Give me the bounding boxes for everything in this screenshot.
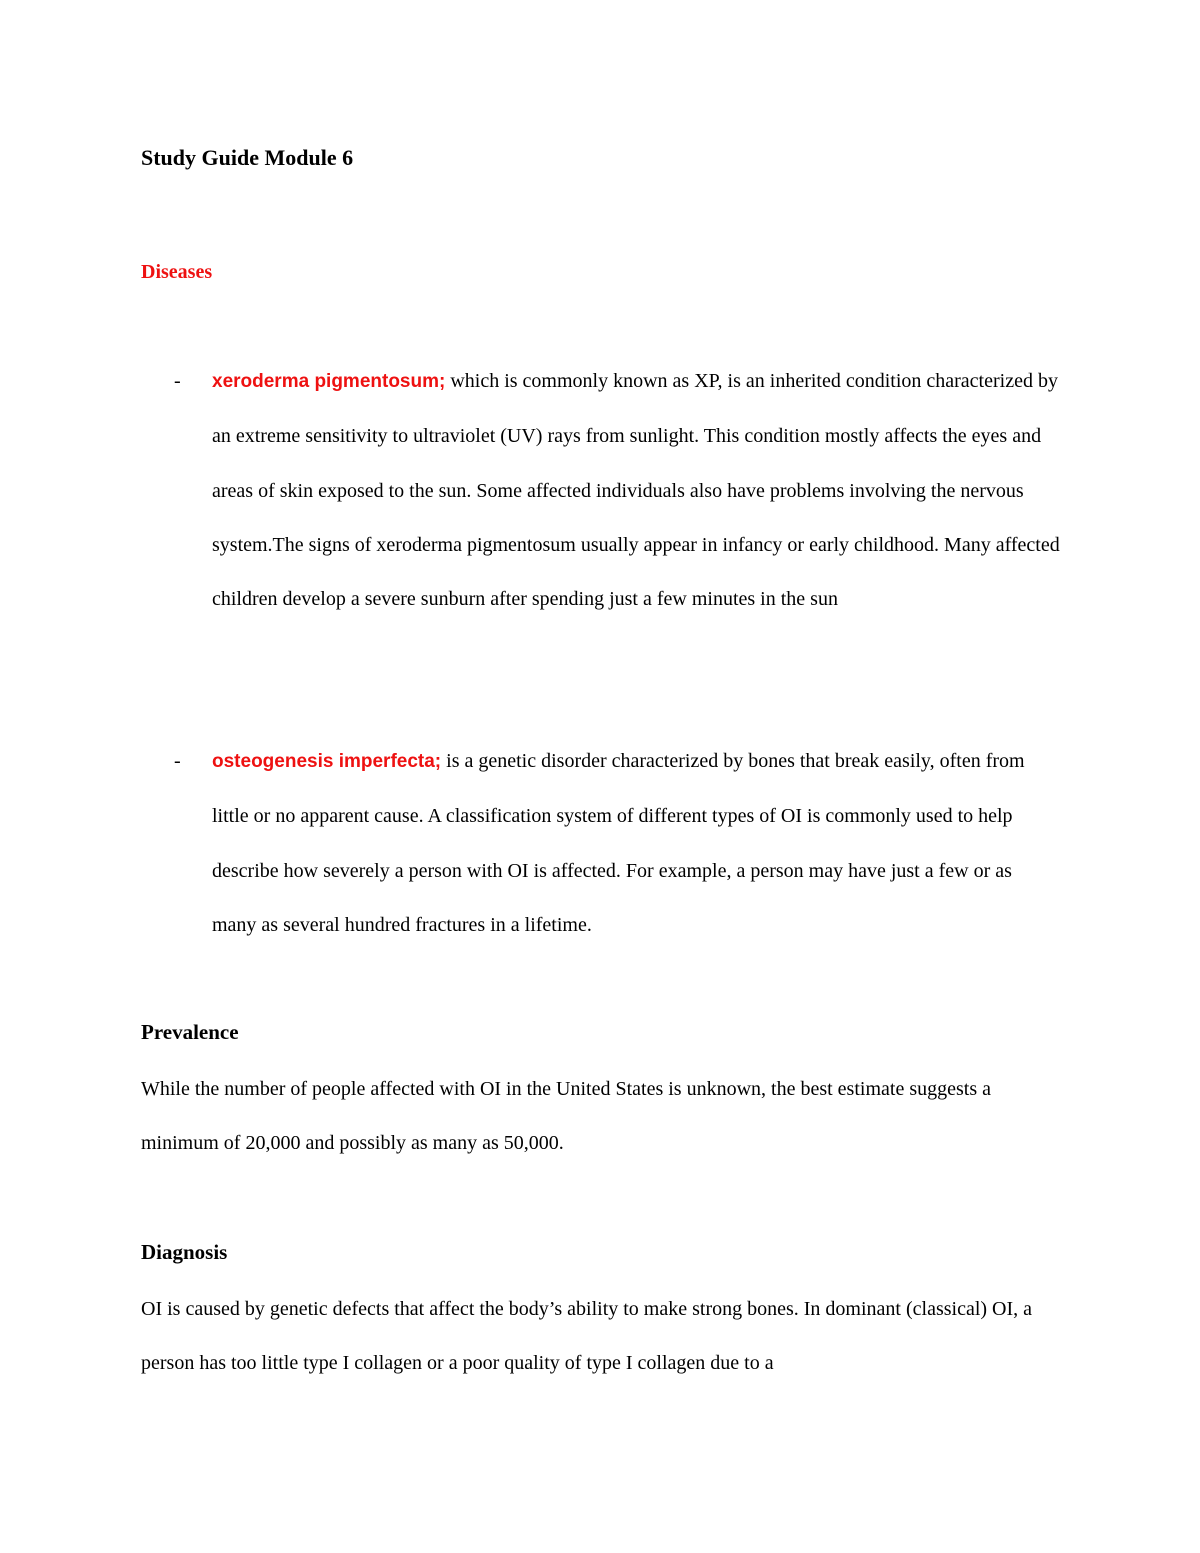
list-item-text [212, 734, 1061, 952]
diseases-heading: Diseases [141, 261, 213, 283]
diagnosis-paragraph: OI is caused by genetic defects that affect the body’s ability to make strong bones. In dominant (classical) OI, a person has too little type I collagen or a poor quality of type I collagen due to a [141, 1298, 1033, 1375]
bullet-marker: - [174, 750, 181, 772]
page-title: Study Guide Module 6 [141, 145, 354, 170]
prevalence-heading: Prevalence [141, 1020, 239, 1044]
list-item-text [212, 354, 1061, 626]
disease-term: xeroderma pigmentosum; [212, 371, 446, 392]
disease-description: which is commonly known as XP, is an inherited condition characterized by an extreme sensitivity to ultraviolet (UV) rays from sunlight. This condition mostly affects the eyes and areas of skin exposed to the sun. Some affected individuals also have problems involving the nervous system.The signs of xeroderma pigmentosum usually appear in infancy or early childhood. Many affected children develop a severe sunburn after spending just a few minutes in the sun [212, 370, 1060, 611]
list-item-osteogenesis [141, 734, 1061, 952]
prevalence-paragraph: While the number of people affected with OI in the United States is unknown, the best estimate suggests a minimum of 20,000 and possibly as many as 50,000. [141, 1078, 991, 1155]
disease-term: osteogenesis imperfecta; [212, 751, 442, 772]
diagnosis-heading: Diagnosis [141, 1240, 228, 1264]
bullet-marker: - [174, 370, 181, 392]
disease-description: is a genetic disorder characterized by bones that break easily, often from little or no apparent cause. A classification system of different types of OI is commonly used to help describe how severely a person with OI is affected. For example, a person may have just a few or as many as several hundred fractures in a lifetime. [212, 750, 1025, 936]
list-item-xeroderma [141, 354, 1061, 626]
